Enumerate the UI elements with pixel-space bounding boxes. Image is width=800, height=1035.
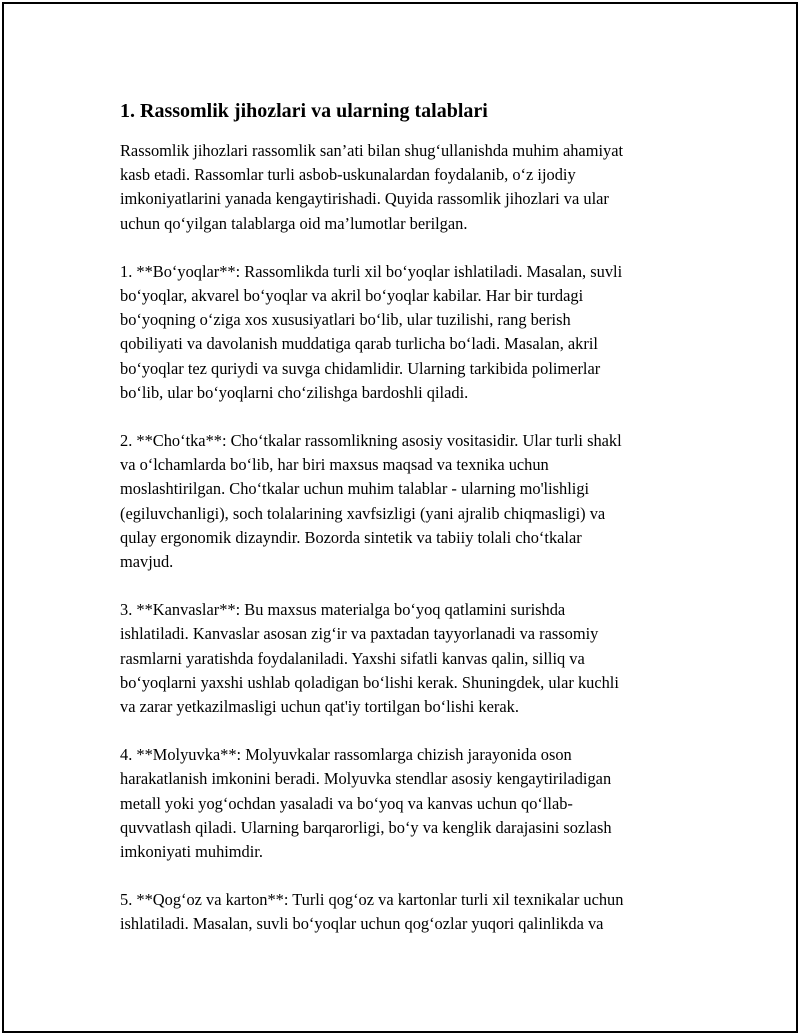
text-line: bo‘yoqning o‘ziga xos xususiyatlari bo‘lib, ular tuzilishi, rang berish [120,310,571,330]
text-line: 1. **Bo‘yoqlar**: Rassomlikda turli xil bo‘yoqlar ishlatiladi. Masalan, suvli [120,261,623,281]
text-line: rasmlarni yaratishda foydalaniladi. Yaxshi sifatli kanvas qalin, silliq va [120,648,585,668]
text-line: 5. **Qog‘oz va karton**: Turli qog‘oz va kartonlar turli xil texnikalar uchun [120,890,624,910]
text-line: bo‘yoqlarni yaxshi ushlab qoladigan bo‘lishi kerak. Shuningdek, ular kuchli [120,672,619,692]
text-line: quvvatlash qiladi. Ularning barqarorligi, bo‘y va kenglik darajasini sozlash [120,817,612,837]
text-line: harakatlanish imkonini beradi. Molyuvka stendlar asosiy kengaytiriladigan [120,769,612,789]
text-line: bo‘lib, ular bo‘yoqlarni cho‘zilishga bardoshli qiladi. [120,382,469,402]
text-line: Rassomlik jihozlari rassomlik san’ati bilan shug‘ullanishda muhim ahamiyat [120,141,624,160]
text-line: mavjud. [120,552,174,572]
text-line: qobiliyati va davolanish muddatiga qarab turlicha bo‘ladi. Masalan, akril [120,334,598,354]
text-line: va o‘lchamlarda bo‘lib, har biri maxsus maqsad va texnika uchun [120,455,549,475]
brushes-paragraph [120,429,686,574]
intro-paragraph [120,139,686,236]
document-page [2,2,798,1033]
text-line: uchun qo‘yilgan talablarga oid ma’lumotlar berilgan. [120,213,468,233]
text-line: (egiluvchanligi), soch tolalarining xavfsizligi (yani ajralib chiqmasligi) va [120,503,606,523]
text-line: 2. **Cho‘tka**: Cho‘tkalar rassomlikning asosiy vositasidir. Ular turli shakl [120,431,622,451]
text-line: va zarar yetkazilmasligi uchun qat'iy tortilgan bo‘lishi kerak. [120,697,519,717]
text-line: metall yoki yog‘ochdan yasaladi va bo‘yoq va kanvas uchun qo‘llab- [120,793,573,813]
text-line: ishlatiladi. Masalan, suvli bo‘yoqlar uchun qog‘ozlar yuqori qalinlikda va [120,914,604,934]
text-line: bo‘yoqlar tez quriydi va suvga chidamlidir. Ularning tarkibida polimerlar [120,358,601,378]
canvases-paragraph [120,598,686,719]
text-line: 4. **Molyuvka**: Molyuvkalar rassomlarga chizish jarayonida oson [120,745,572,765]
paper-paragraph [120,888,686,936]
text-line: kasb etadi. Rassomlar turli asbob-uskunalardan foydalanib, o‘z ijodiy [120,165,576,185]
section-heading: 1. Rassomlik jihozlari va ularning talablari [120,100,488,122]
text-line: imkoniyati muhimdir. [120,842,263,862]
text-line: moslashtirilgan. Cho‘tkalar uchun muhim talablar - ularning mo'lishligi [120,479,590,499]
text-line: imkoniyatlarini yanada kengaytirishadi. Quyida rassomlik jihozlari va ular [120,189,609,209]
paints-paragraph [120,260,686,405]
easels-paragraph [120,743,686,864]
text-line: 3. **Kanvaslar**: Bu maxsus materialga bo‘yoq qatlamini surishda [120,600,566,620]
text-line: qulay ergonomik dizayndir. Bozorda sintetik va tabiiy tolali cho‘tkalar [120,527,582,547]
text-line: bo‘yoqlar, akvarel bo‘yoqlar va akril bo‘yoqlar kabilar. Har bir turdagi [120,286,584,306]
text-line: ishlatiladi. Kanvaslar asosan zig‘ir va paxtadan tayyorlanadi va rassomiy [120,624,599,644]
document-body [120,97,686,961]
